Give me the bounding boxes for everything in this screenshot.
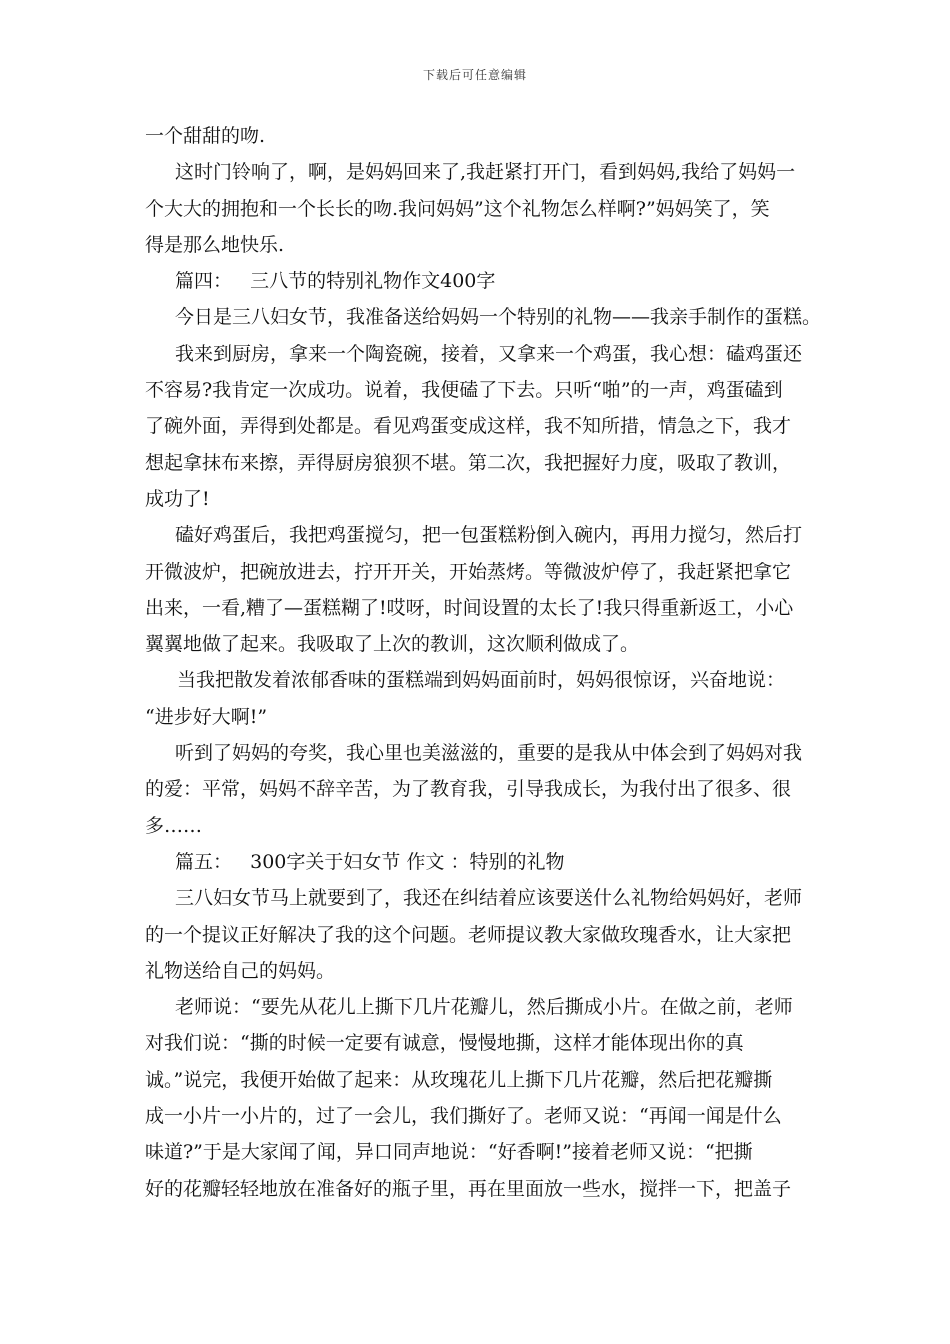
- text-line: 的爱：平常，妈妈不辞辛苦，为了教育我，引导我成长，为我付出了很多、很: [145, 778, 792, 801]
- page-header: 下载后可任意编辑: [422, 68, 527, 82]
- text-line: 诚。”说完，我便开始做了起来：从玫瑰花儿上撕下几片花瓣，然后把花瓣撕: [145, 1068, 773, 1091]
- text-line: 翼翼地做了起来。我吸取了上次的教训，这次顺利做成了。: [145, 633, 640, 656]
- text-line: 礼物送给自己的妈妈。: [145, 959, 336, 982]
- text-line: 得是那么地快乐.: [145, 233, 285, 256]
- text-line: 听到了妈妈的夸奖，我心里也美滋滋的，重要的是我从中体会到了妈妈对我: [175, 742, 803, 765]
- text-line: 出来，一看,糟了—蛋糕糊了!哎呀，时间设置的太长了!我只得重新返工，小心: [145, 596, 794, 619]
- text-line: 当我把散发着浓郁香味的蛋糕端到妈妈面前时，妈妈很惊讶，兴奋地说：: [177, 669, 786, 692]
- text-line: 一个甜甜的吻.: [145, 125, 266, 147]
- text-line: 不容易?我肯定一次成功。说着，我便磕了下去。只听“啪”的一声，鸡蛋磕到: [145, 379, 783, 402]
- text-line: 三八妇女节马上就要到了，我还在纠结着应该要送什么礼物给妈妈好，老师: [175, 887, 803, 910]
- document-body: [145, 118, 822, 1207]
- text-line: 成功了!: [145, 487, 210, 510]
- text-line: 成一小片一小片的，过了一会儿，我们撕好了。老师又说：“再闻一闻是什么: [145, 1105, 782, 1128]
- text-line: 我来到厨房，拿来一个陶瓷碗，接着，又拿来一个鸡蛋，我心想：磕鸡蛋还: [175, 342, 803, 365]
- text-line: 味道?”于是大家闻了闻，异口同声地说：“好香啊!”接着老师又说：“把撕: [145, 1141, 753, 1164]
- section-heading: 篇四： 三八节的特别礼物作文400字: [175, 270, 496, 293]
- text-line: 个大大的拥抱和一个长长的吻.我问妈妈”这个礼物怎么样啊?”妈妈笑了，笑: [145, 197, 770, 220]
- text-line: 今日是三八妇女节，我准备送给妈妈一个特别的礼物——我亲手制作的蛋糕。: [175, 306, 822, 329]
- text-line: 对我们说：“撕的时候一定要有诚意，慢慢地撕，这样才能体现出你的真: [145, 1032, 744, 1055]
- section-heading: 篇五： 300字关于妇女节 作文 ：特别的礼物: [175, 850, 565, 873]
- text-line: “进步好大啊!”: [145, 705, 268, 728]
- text-line: 老师说：“要先从花儿上撕下几片花瓣儿，然后撕成小片。在做之前，老师: [175, 996, 793, 1019]
- text-line: 了碗外面，弄得到处都是。看见鸡蛋变成这样，我不知所措，情急之下，我才: [145, 415, 792, 438]
- text-line: 开微波炉，把碗放进去，拧开开关，开始蒸烤。等微波炉停了，我赶紧把拿它: [145, 560, 792, 583]
- text-line: 多……: [145, 814, 203, 837]
- text-line: 的一个提议正好解决了我的这个问题。老师提议教大家做玫瑰香水，让大家把: [145, 923, 792, 946]
- text-line: 想起拿抹布来擦，弄得厨房狼狈不堪。第二次，我把握好力度，吸取了教训，: [145, 451, 792, 474]
- text-line: 好的花瓣轻轻地放在准备好的瓶子里，再在里面放一些水，搅拌一下，把盖子: [145, 1177, 792, 1200]
- text-line: 这时门铃响了，啊，是妈妈回来了,我赶紧打开门，看到妈妈,我给了妈妈一: [175, 161, 796, 184]
- text-line: 磕好鸡蛋后，我把鸡蛋搅匀，把一包蛋糕粉倒入碗内，再用力搅匀，然后打: [175, 524, 803, 547]
